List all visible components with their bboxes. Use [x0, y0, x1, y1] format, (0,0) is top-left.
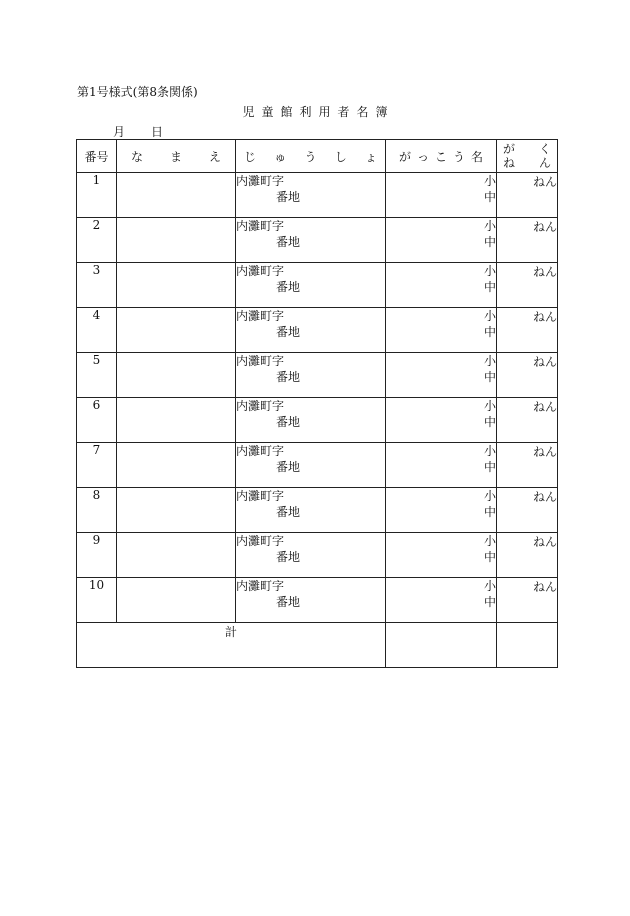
address-cell[interactable]: [236, 533, 386, 578]
header-address-char: う: [304, 149, 317, 164]
user-roster-table: [76, 139, 558, 668]
table-row: [77, 533, 558, 578]
header-grade-bottom-char: ね: [503, 156, 516, 170]
address-prefix: 内灘町字: [236, 264, 285, 278]
grade-suffix: ねん: [532, 490, 557, 504]
address-prefix: 内灘町字: [236, 174, 285, 188]
address-suffix: 番地: [276, 190, 301, 204]
grade-cell[interactable]: [497, 443, 558, 488]
address-cell[interactable]: [236, 218, 386, 263]
total-grade-cell: [497, 623, 558, 668]
grade-suffix: ねん: [532, 535, 557, 549]
address-suffix: 番地: [276, 595, 301, 609]
month-label: 月: [113, 125, 126, 139]
name-cell[interactable]: [117, 173, 236, 218]
table-row: [77, 578, 558, 623]
row-number: 4: [77, 308, 117, 353]
school-elementary: 小: [483, 219, 496, 233]
address-suffix: 番地: [276, 325, 301, 339]
address-prefix: 内灘町字: [236, 444, 285, 458]
name-cell[interactable]: [117, 353, 236, 398]
address-suffix: 番地: [276, 550, 301, 564]
header-address: [236, 140, 386, 173]
total-row: [77, 623, 558, 668]
name-cell[interactable]: [117, 533, 236, 578]
document-title: 児童館利用者名簿: [242, 105, 395, 119]
school-junior-high: 中: [483, 595, 496, 609]
address-cell[interactable]: [236, 173, 386, 218]
address-prefix: 内灘町字: [236, 489, 285, 503]
header-school: [386, 140, 497, 173]
grade-suffix: ねん: [532, 400, 557, 414]
row-number: 5: [77, 353, 117, 398]
address-prefix: 内灘町字: [236, 399, 285, 413]
school-junior-high: 中: [483, 280, 496, 294]
name-cell[interactable]: [117, 398, 236, 443]
grade-cell[interactable]: [497, 353, 558, 398]
name-cell[interactable]: [117, 308, 236, 353]
address-cell[interactable]: [236, 308, 386, 353]
header-address-char: ょ: [364, 149, 377, 164]
form-number-label: 第1号様式(第8条関係): [77, 85, 198, 99]
table-header-row: [77, 140, 558, 173]
grade-suffix: ねん: [532, 175, 557, 189]
address-suffix: 番地: [276, 370, 301, 384]
school-cell[interactable]: [386, 218, 497, 263]
row-number: 1: [77, 173, 117, 218]
school-junior-high: 中: [483, 415, 496, 429]
grade-suffix: ねん: [532, 355, 557, 369]
row-number: 2: [77, 218, 117, 263]
header-name-char: え: [208, 149, 221, 164]
date-line: [113, 123, 163, 140]
address-suffix: 番地: [276, 280, 301, 294]
grade-cell[interactable]: [497, 263, 558, 308]
header-grade-top-char: が: [503, 142, 516, 156]
table-row: [77, 398, 558, 443]
address-suffix: 番地: [276, 460, 301, 474]
address-cell[interactable]: [236, 353, 386, 398]
school-junior-high: 中: [483, 505, 496, 519]
address-suffix: 番地: [276, 505, 301, 519]
header-number: 番号: [77, 140, 117, 173]
table-row: [77, 353, 558, 398]
header-address-char: し: [334, 149, 347, 164]
header-address-char: じ: [244, 149, 257, 164]
school-cell[interactable]: [386, 353, 497, 398]
school-elementary: 小: [483, 579, 496, 593]
school-elementary: 小: [483, 309, 496, 323]
address-cell[interactable]: [236, 578, 386, 623]
address-prefix: 内灘町字: [236, 309, 285, 323]
address-cell[interactable]: [236, 488, 386, 533]
address-prefix: 内灘町字: [236, 219, 285, 233]
row-number: 7: [77, 443, 117, 488]
header-grade-bottom-char: ん: [538, 156, 551, 170]
day-label: 日: [151, 125, 164, 139]
table-row: [77, 263, 558, 308]
school-cell[interactable]: [386, 533, 497, 578]
address-prefix: 内灘町字: [236, 354, 285, 368]
grade-suffix: ねん: [532, 310, 557, 324]
grade-cell[interactable]: [497, 308, 558, 353]
school-junior-high: 中: [483, 550, 496, 564]
address-cell[interactable]: [236, 263, 386, 308]
grade-cell[interactable]: [497, 218, 558, 263]
school-elementary: 小: [483, 354, 496, 368]
row-number: 9: [77, 533, 117, 578]
header-name: [117, 140, 236, 173]
header-address-char: ゅ: [274, 149, 287, 164]
table-row: [77, 308, 558, 353]
header-grade: [497, 140, 558, 173]
grade-cell[interactable]: [497, 578, 558, 623]
name-cell[interactable]: [117, 443, 236, 488]
name-cell[interactable]: [117, 218, 236, 263]
grade-suffix: ねん: [532, 265, 557, 279]
school-elementary: 小: [483, 399, 496, 413]
grade-cell[interactable]: [497, 488, 558, 533]
grade-suffix: ねん: [532, 220, 557, 234]
name-cell[interactable]: [117, 488, 236, 533]
school-elementary: 小: [483, 489, 496, 503]
grade-suffix: ねん: [532, 580, 557, 594]
address-cell[interactable]: [236, 398, 386, 443]
school-junior-high: 中: [483, 235, 496, 249]
address-cell[interactable]: [236, 443, 386, 488]
school-cell[interactable]: [386, 173, 497, 218]
row-number: 8: [77, 488, 117, 533]
school-cell[interactable]: [386, 443, 497, 488]
row-number: 10: [77, 578, 117, 623]
school-cell[interactable]: [386, 308, 497, 353]
table-row: [77, 218, 558, 263]
school-cell[interactable]: [386, 263, 497, 308]
school-junior-high: 中: [483, 460, 496, 474]
school-cell[interactable]: [386, 488, 497, 533]
name-cell[interactable]: [117, 578, 236, 623]
total-label: 計: [77, 623, 386, 668]
table-row: [77, 488, 558, 533]
header-grade-top-char: く: [538, 142, 551, 156]
table-row: [77, 443, 558, 488]
row-number: 3: [77, 263, 117, 308]
address-suffix: 番地: [276, 415, 301, 429]
name-cell[interactable]: [117, 263, 236, 308]
row-number: 6: [77, 398, 117, 443]
header-school-label: がっこう名: [398, 149, 489, 164]
school-elementary: 小: [483, 534, 496, 548]
school-junior-high: 中: [483, 190, 496, 204]
school-elementary: 小: [483, 444, 496, 458]
grade-suffix: ねん: [532, 445, 557, 459]
grade-cell[interactable]: [497, 533, 558, 578]
address-suffix: 番地: [276, 235, 301, 249]
table-row: [77, 173, 558, 218]
school-junior-high: 中: [483, 370, 496, 384]
total-school-cell: [386, 623, 497, 668]
school-cell[interactable]: [386, 578, 497, 623]
grade-cell[interactable]: [497, 173, 558, 218]
school-elementary: 小: [483, 264, 496, 278]
school-elementary: 小: [483, 174, 496, 188]
grade-cell[interactable]: [497, 398, 558, 443]
school-junior-high: 中: [483, 325, 496, 339]
header-name-char: ま: [169, 149, 182, 164]
school-cell[interactable]: [386, 398, 497, 443]
address-prefix: 内灘町字: [236, 534, 285, 548]
address-prefix: 内灘町字: [236, 579, 285, 593]
header-name-char: な: [131, 149, 144, 164]
